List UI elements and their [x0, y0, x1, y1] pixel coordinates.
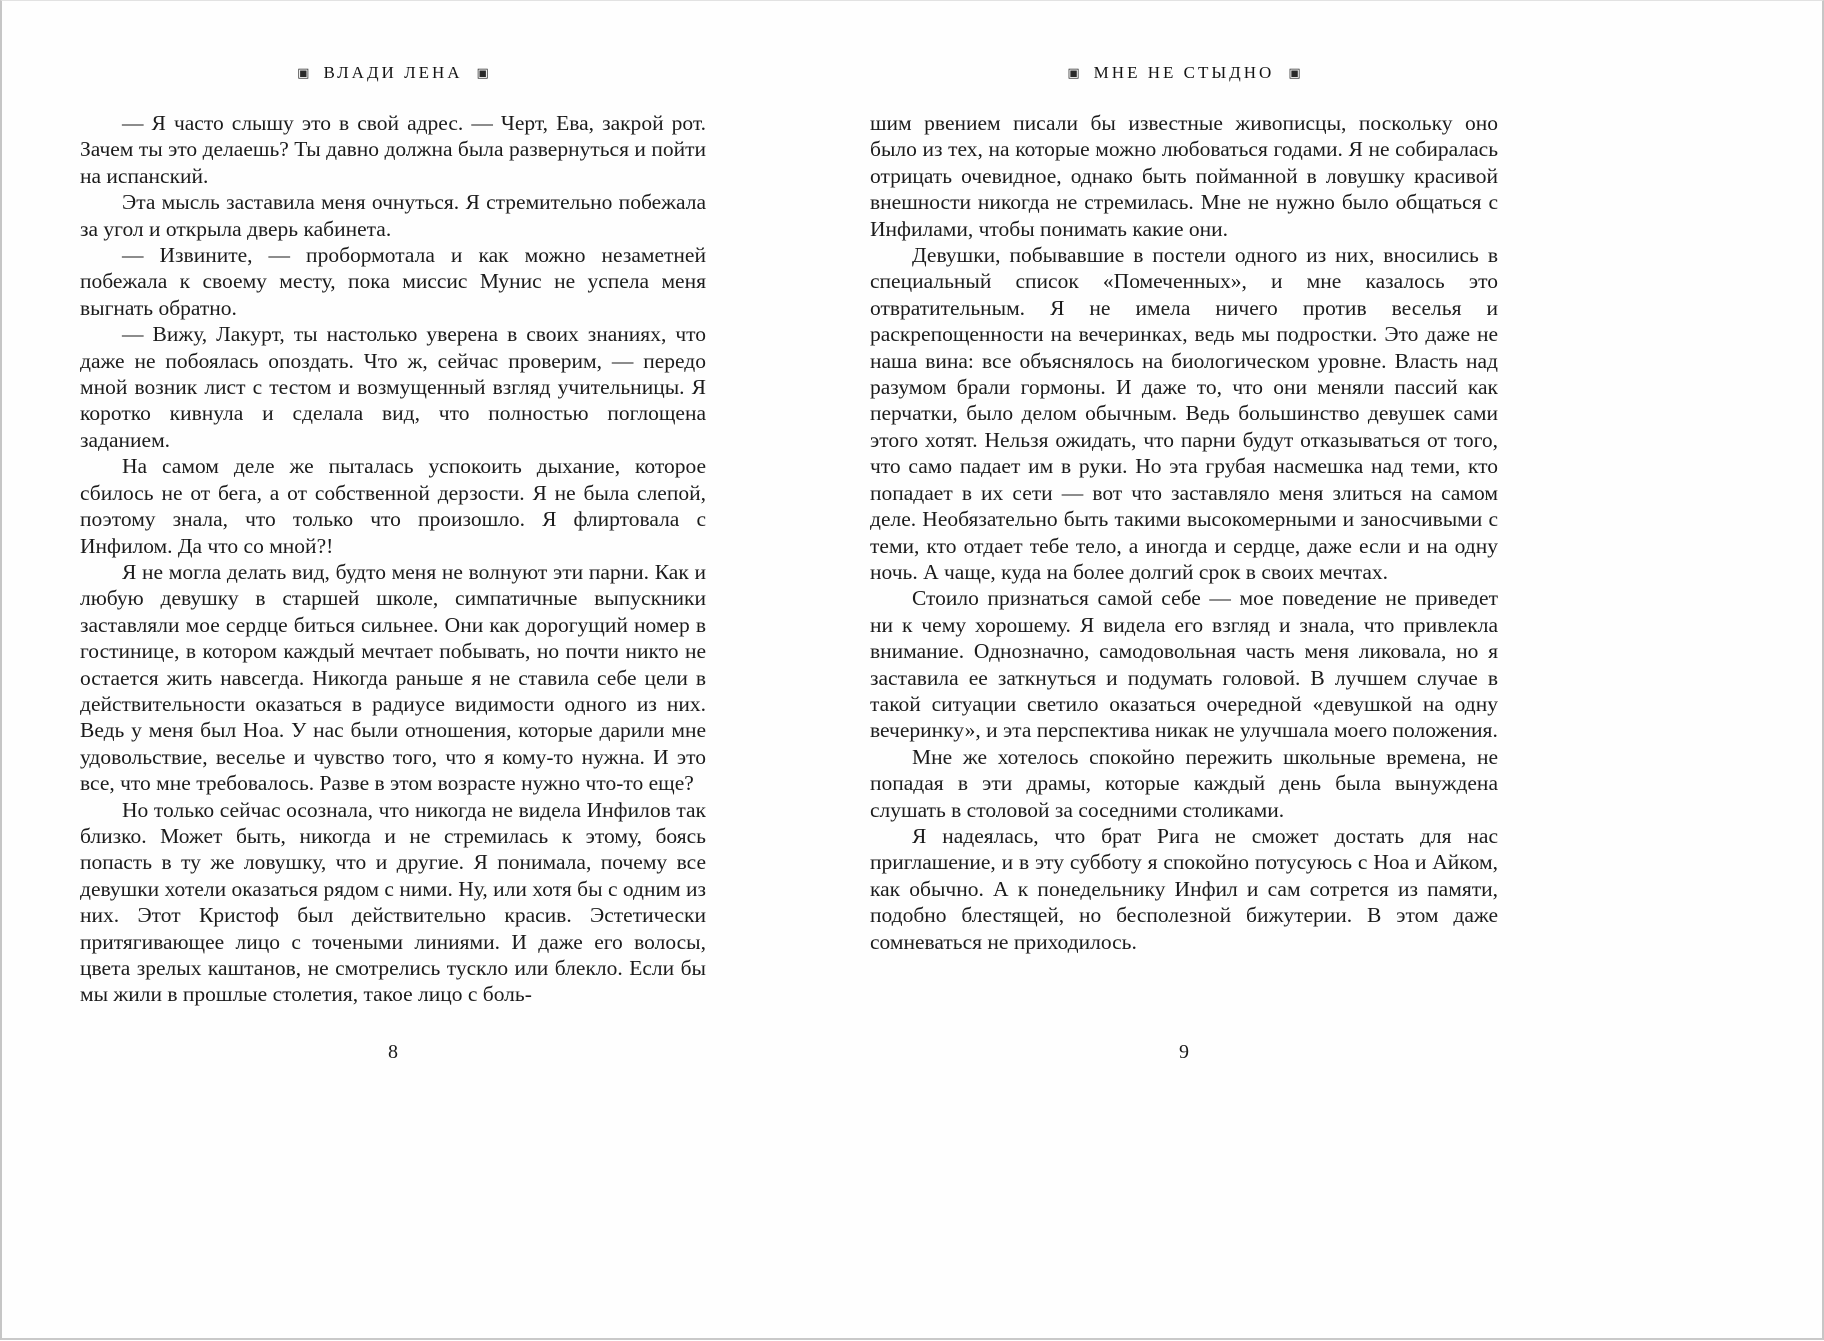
running-header-left	[80, 63, 706, 83]
page-text-right	[870, 110, 1498, 955]
ornament-icon: ▣	[1067, 65, 1080, 80]
paragraph: Я надеялась, что брат Рига не сможет достать для нас приглашение, и в эту субботу я спокойно потусуюсь с Ноа и Айком, как обычно. А к понедельнику Инфил и сам сотрется из памяти, подобно блестящей, но бесполезной бижутерии. В этом даже сомневаться не приходилось.	[870, 823, 1498, 954]
paragraph: Я не могла делать вид, будто меня не волнуют эти парни. Как и любую девушку в старшей школе, симпатичные выпускники заставляли мое сердце биться сильнее. Они как дорогущий номер в гостинице, в котором каждый мечтает побывать, но почти никто не остается жить навсегда. Никогда раньше я не ставила себе цели в действительности оказаться в радиусе видимости одного из них. Ведь у меня был Ноа. У нас были отношения, которые дарили мне удовольствие, веселье и чувство того, что я кому-то нужна. И это все, что мне требовалось. Разве в этом возрасте нужно что-то еще?	[80, 559, 706, 796]
paragraph: На самом деле же пыталась успокоить дыхание, которое сбилось не от бега, а от собственной дерзости. Я не была слепой, поэтому знала, что только что произошло. Я флиртовала с Инфилом. Да что со мной?!	[80, 454, 706, 558]
paragraph: Но только сейчас осознала, что никогда не видела Инфилов так близко. Может быть, никогда и не стремилась к этому, боясь попасть в ту же ловушку, что и другие. Я понимала, почему все девушки хотели оказаться рядом с ними. Ну, или хотя бы с одним из них. Этот Кристоф был действительно красив. Эстетически притягивающее лицо с точеными линиями. И даже его волосы, цвета зрелых каштанов, не смотрелись тускло или блекло. Если бы мы жили в прошлые столетия, такое лицо с боль-	[80, 797, 706, 1007]
paragraph: — Извините, — пробормотала и как можно незаметней побежала к своему месту, пока миссис Мунис не успела меня выгнать обратно.	[80, 243, 706, 320]
page-left	[80, 1, 706, 1338]
ornament-icon: ▣	[297, 65, 310, 80]
running-header-right	[870, 63, 1498, 83]
paragraph: шим рвением писали бы известные живописцы, поскольку оно было из тех, на которые можно любоваться годами. Я не собиралась отрицать очевидное, однако быть пойманной в ловушку красивой внешности никогда не стремилась. Мне не нужно было общаться с Инфилами, чтобы понимать какие они.	[870, 111, 1498, 241]
running-title-author: ВЛАДИ ЛЕНА	[323, 63, 463, 82]
ornament-icon: ▣	[1288, 65, 1301, 80]
page-right	[870, 1, 1498, 1338]
page-text-left	[80, 110, 706, 1008]
paragraph: — Я часто слышу это в свой адрес. — Черт, Ева, закрой рот. Зачем ты это делаешь? Ты давно должна была развернуться и пойти на испанский.	[80, 111, 706, 188]
paragraph: — Вижу, Лакурт, ты настолько уверена в своих знаниях, что даже не побоялась опоздать. Что ж, сейчас проверим, — передо мной возник лист с тестом и возмущенный взгляд учительницы. Я коротко кивнула и сделала вид, что полностью поглощена заданием.	[80, 322, 706, 452]
paragraph: Девушки, побывавшие в постели одного из них, вносились в специальный список «Помеченных», и мне казалось это отвратительным. Я не имела ничего против веселья и раскрепощенности на вечеринках, ведь мы подростки. Это даже не наша вина: все объяснялось на биологическом уровне. Власть над разумом брали гормоны. И даже то, что они меняли пассий как перчатки, было делом обычным. Ведь большинство девушек сами этого хотят. Нельзя ожидать, что парни будут отказываться от того, что само падает им в руки. Но эта грубая насмешка над теми, кто попадает в их сети — вот что заставляло меня злиться на самом деле. Необязательно быть такими высокомерными и заносчивыми с теми, кто отдает тебе тело, а иногда и сердце, даже если и на одну ночь. А чаще, куда на более долгий срок в своих мечтах.	[870, 243, 1498, 584]
paragraph: Эта мысль заставила меня очнуться. Я стремительно побежала за угол и открыла дверь кабинета.	[80, 190, 706, 241]
running-title-book: МНЕ НЕ СТЫДНО	[1093, 63, 1275, 82]
ornament-icon: ▣	[476, 65, 489, 80]
paragraph: Мне же хотелось спокойно пережить школьные времена, не попадая в эти драмы, которые каждый день была вынуждена слушать в столовой за соседними столиками.	[870, 744, 1498, 822]
page-number-right: 9	[1179, 1041, 1189, 1063]
paragraph: Стоило признаться самой себе — мое поведение не приведет ни к чему хорошему. Я видела его взгляд и знала, что привлекла внимание. Однозначно, самодовольная часть меня ликовала, но я заставила ее заткнуться и подумать головой. В лучшем случае в такой ситуации светило оказаться очередной «девушкой на одну вечеринку», и эта перспектива никак не улучшала моего положения.	[870, 586, 1498, 743]
page-number-left: 8	[388, 1041, 398, 1063]
